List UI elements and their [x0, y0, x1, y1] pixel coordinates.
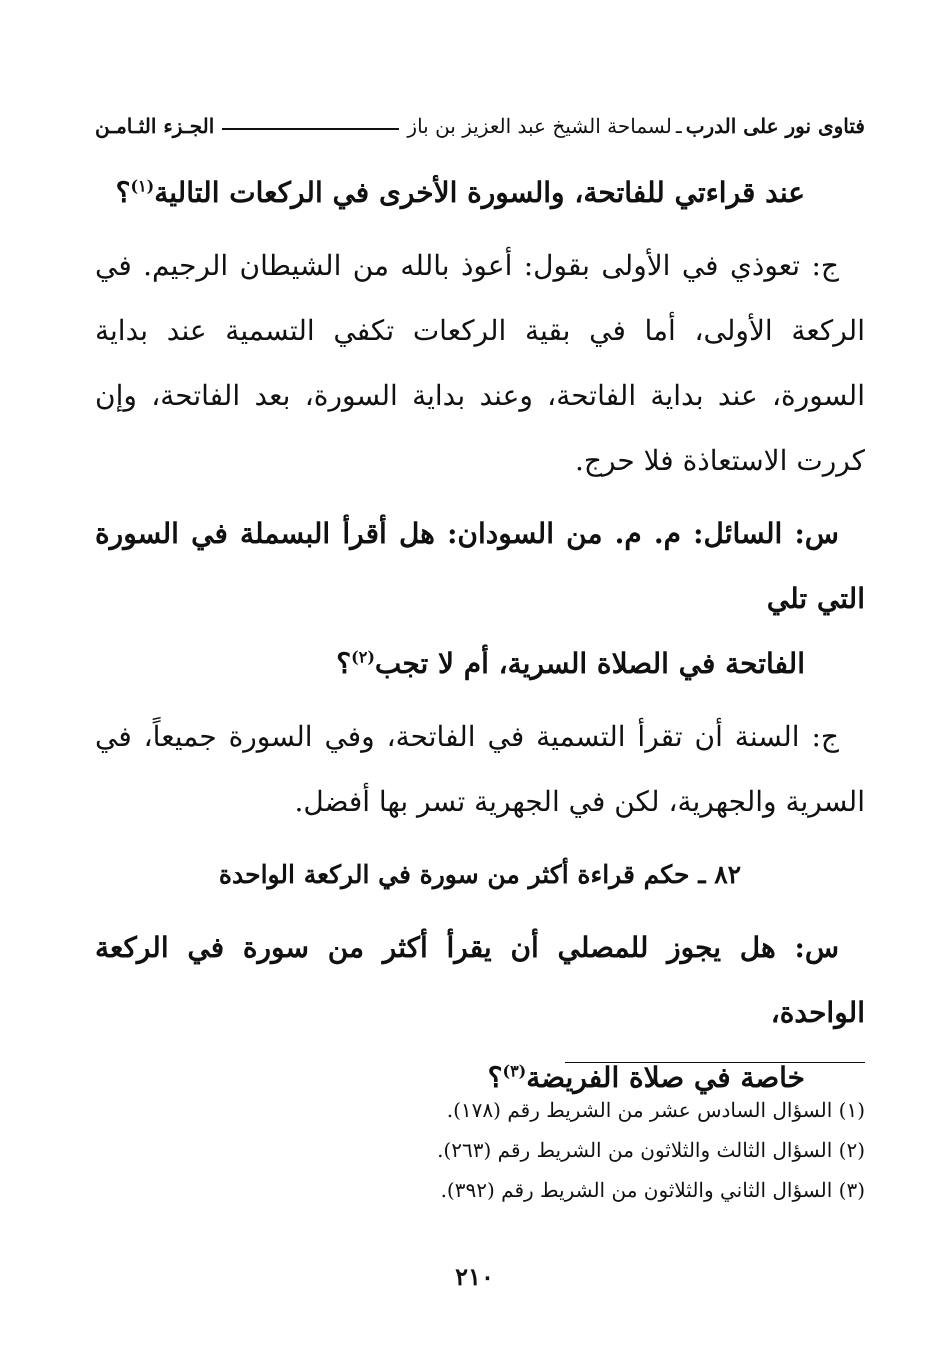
author-name: لسماحة الشيخ عبد العزيز بن باز — [407, 114, 672, 138]
question-2-line-2: الفاتحة في الصلاة السرية، أم لا تجب$^{(٢)}$؟ — [336, 647, 805, 680]
question-3: س: هل يجوز للمصلي أن يقرأ أكثر من سورة في الركعة الواحدة، — [95, 931, 865, 1029]
footnote-1: (١) السؤال السادس عشر من الشريط رقم (١٧٨). — [446, 1098, 865, 1122]
answer-2: ج: السنة أن تقرأ التسمية في الفاتحة، وفي السورة جميعاً، في السرية والجهرية، لكن في الجهرية تسر بها أفضل. — [95, 720, 865, 818]
footnote-3: (٣) السؤال الثاني والثلاثون من الشريط رقم (٣٩٢). — [440, 1178, 865, 1202]
part-label: الجـزء الثـامـن — [95, 114, 215, 138]
footnote-ref-2: (٢) — [351, 647, 375, 667]
question-continuation: عند قراءتي للفاتحة، والسورة الأخرى في الركعات التالية$^{(١)}$؟ — [115, 176, 805, 209]
header-separator: ـ — [675, 114, 682, 138]
main-text — [95, 160, 865, 1110]
question-3-line-2: خاصة في صلاة الفريضة$^{(٣)}$؟ — [487, 1061, 805, 1094]
footnotes — [95, 1090, 865, 1210]
running-header — [95, 98, 865, 138]
header-rule — [222, 128, 399, 130]
footnote-divider — [565, 1062, 865, 1063]
footnote-ref-3: (٣) — [502, 1061, 527, 1081]
answer-1: ج: تعوذي في الأولى بقول: أعوذ بالله من الشيطان الرجيم. في الركعة الأولى، أما في بقية الركعات تكفي التسمية عند بداية السورة، عند بداية الفاتحة، وعند بداية السورة، بعد الفاتحة، وإن كررت الاستعاذة فلا حرج. — [95, 249, 865, 477]
page-number: ٢١٠ — [455, 1262, 494, 1291]
question-2: س: السائل: م. م. من السودان: هل أقرأ البسملة في السورة التي تلي — [95, 517, 865, 615]
footnote-2: (٢) السؤال الثالث والثلاثون من الشريط رقم (٢٦٣). — [437, 1138, 865, 1162]
book-title: فتاوى نور على الدرب — [685, 114, 865, 138]
section-heading: ٨٢ ـ حكم قراءة أكثر من سورة في الركعة الواحدة — [218, 860, 742, 889]
footnote-ref-1: (١) — [130, 176, 155, 196]
